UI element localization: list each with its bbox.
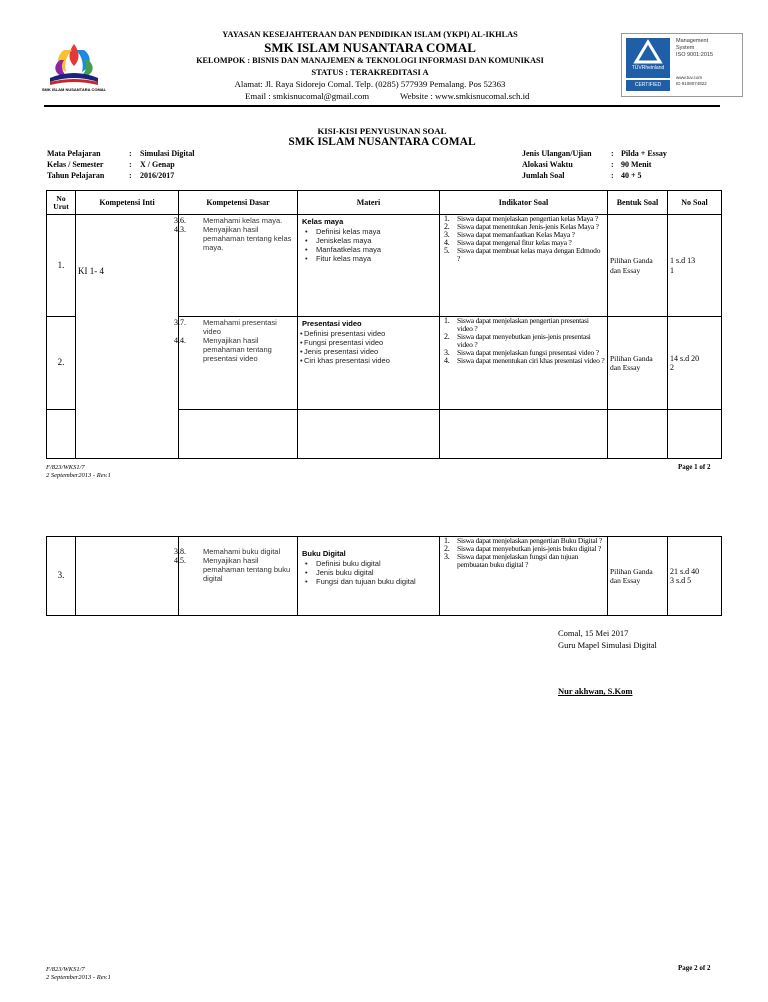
item-number: 1. [444, 316, 450, 325]
item-number: 3. [444, 347, 450, 357]
item-text: Siswa dapat membuat kelas maya dengan Edmodo ? [457, 245, 601, 263]
table-row [47, 537, 722, 616]
nosoal-cell [668, 215, 722, 317]
page-number: Page 1 of 2 [678, 463, 711, 471]
col-header-kd: Kompetensi Dasar [179, 191, 298, 215]
ki-cell [76, 215, 179, 459]
kd-item [174, 556, 295, 583]
indikator-list [442, 215, 605, 262]
row-number: 3. [47, 537, 76, 616]
tuv-url: www.tuv.com [676, 75, 703, 80]
kd-text: Memahami kelas maya. [203, 216, 283, 225]
footer-date: 2 September2013 - Rev.1 [46, 472, 111, 479]
item-number: 3. [444, 551, 450, 561]
meta-label: Jenis Ulangan/Ujian [522, 149, 592, 158]
school-logo [38, 38, 110, 96]
meta-value: Simulasi Digital [140, 149, 195, 158]
item-number: 4. [444, 355, 450, 365]
row-number: 1. [47, 215, 76, 317]
kisi-kisi-table [46, 190, 722, 459]
item-number: 2. [444, 543, 450, 553]
kisi-kisi-table-continued [46, 536, 722, 616]
nosoal-essay: 2 [670, 363, 674, 372]
item-text: Siswa dapat menentukan Jenis-jenis Kelas Maya ? [457, 221, 599, 231]
kd-cell [174, 317, 298, 410]
meta-label: Tahun Pelajaran [47, 171, 105, 180]
indikator-cell [440, 215, 608, 317]
col-header-nosoal: No Soal [668, 191, 722, 215]
list-item: • Definisi presentasi video [300, 329, 437, 338]
signature-role: Guru Mapel Simulasi Digital [558, 640, 657, 650]
item-number: 2. [444, 331, 450, 341]
materi-list [300, 227, 437, 264]
iso-line: ISO 9001:2015 [676, 52, 714, 58]
meta-label: Jumlah Soal [522, 171, 565, 180]
col-header-materi: Materi [298, 191, 440, 215]
nosoal-range: 1 s.d 13 [670, 256, 696, 265]
col-header-no: No Urut [47, 191, 76, 215]
kd-text: Menyajikan hasil pemahaman tentang kelas maya. [203, 225, 292, 252]
list-item: • Ciri khas presentasi video [300, 356, 437, 365]
kd-item [174, 318, 295, 336]
materi-cell [298, 317, 440, 410]
nosoal-essay: 1 [670, 265, 674, 275]
footer-code: F/823/WKS1/7 [46, 966, 85, 973]
kd-item [174, 547, 295, 556]
school-name: SMK ISLAM NUSANTARA COMAL [264, 40, 476, 55]
item-number: 3. [444, 229, 450, 239]
kd-item [174, 216, 295, 225]
col-header-ki: Kompetensi Inti [76, 191, 179, 215]
meta-label: Alokasi Waktu [522, 160, 573, 169]
kd-number: 3.6. [174, 216, 186, 225]
col-header-bentuk: Bentuk Soal [608, 191, 668, 215]
materi-list [300, 329, 437, 366]
materi-title: Buku Digital [302, 549, 346, 558]
tuv-logo [626, 38, 670, 78]
kd-number: 3.8. [174, 547, 186, 556]
meta-value: 90 Menit [621, 160, 652, 169]
signature-place-date: Comal, 15 Mei 2017 [558, 628, 629, 638]
kd-number: 4.5. [174, 556, 186, 565]
list-item: • Definisi buku digital [300, 559, 437, 568]
iso-certificate-badge [621, 33, 743, 97]
tuv-id [676, 75, 707, 87]
kd-item [174, 225, 295, 252]
bentuk-cell: Pilihan Ganda dan Essay [608, 215, 668, 317]
row-number: 2. [47, 317, 76, 410]
kd-number: 4.3. [174, 225, 186, 234]
school-email: Email : smkisnucomal@gmail.com [245, 91, 370, 101]
meta-sep: : [611, 149, 614, 158]
kd-number: 4.4. [174, 336, 186, 345]
meta-value: Pilda + Essay [621, 149, 667, 158]
nosoal-range: 14 s.d 20 [670, 353, 700, 363]
meta-value: X / Genap [140, 160, 175, 169]
list-item: • Definisi kelas maya [300, 227, 437, 236]
indikator-cell [440, 537, 608, 616]
item-text: Siswa dapat menjelaskan fungsi dan tujuan pembuatan buku digital ? [457, 551, 579, 569]
list-item [442, 553, 605, 569]
table-header-row [47, 191, 722, 215]
ki-value: KI 1- 4 [78, 266, 104, 276]
signature-name: Nur akhwan, S.Kom [558, 686, 633, 696]
kd-text: Menyajikan hasil pemahaman tentang buku digital [203, 556, 291, 583]
list-item: • Fitur kelas maya [300, 254, 437, 263]
item-text: Siswa dapat menjelaskan fungsi presentasi video ? [457, 347, 599, 357]
empty-cell [608, 410, 668, 459]
school-emblem-icon [38, 38, 110, 90]
empty-cell [668, 410, 722, 459]
empty-cell [440, 410, 608, 459]
list-item [442, 247, 605, 263]
page-number: Page 2 of 2 [678, 964, 711, 972]
logo-caption: SMK ISLAM NUSANTARA COMAL [41, 87, 107, 92]
kd-cell [174, 537, 298, 616]
bentuk-cell: Pilihan Ganda dan Essay [608, 537, 668, 616]
item-text: Siswa dapat menyebutkan jenis-jenis buku digital ? [457, 543, 602, 553]
list-item [442, 357, 605, 365]
list-item: • Manfaatkelas maya [300, 245, 437, 254]
materi-title: Presentasi video [302, 319, 362, 328]
item-number: 5. [444, 245, 450, 255]
list-item: • Jenis presentasi video [300, 347, 437, 356]
item-text: Siswa dapat mengenal fitur kelas maya ? [457, 237, 572, 247]
document-subtitle: SMK ISLAM NUSANTARA COMAL [288, 136, 476, 148]
list-item [442, 317, 605, 333]
indikator-list [442, 317, 605, 364]
document-title: KISI-KISI PENYUSUNAN SOAL [317, 126, 447, 136]
iso-line: System [676, 45, 695, 51]
item-text: Siswa dapat menyebutkan jenis-jenis presentasi video ? [457, 331, 591, 349]
empty-cell [47, 410, 76, 459]
kd-cell [174, 215, 298, 317]
meta-sep: : [611, 160, 614, 169]
meta-value: 2016/2017 [140, 171, 175, 180]
bentuk-cell: Pilihan Ganda dan Essay [608, 317, 668, 410]
table-row [47, 215, 722, 317]
list-item: • Fungsi dan tujuan buku digital [300, 577, 437, 586]
kd-item [174, 336, 295, 363]
foundation-name: YAYASAN KESEJAHTERAAN DAN PENDIDIKAN ISLAM (YKPI) AL-IKHLAS [222, 30, 518, 39]
iso-line: Management [676, 38, 709, 44]
item-text: Siswa dapat menjelaskan pengertian presentasi video ? [457, 316, 589, 333]
item-number: 1. [444, 214, 450, 223]
department-group: KELOMPOK : BISNIS DAN MANAJEMEN & TEKNOLOGI INFORMASI DAN KOMUNIKASI [196, 56, 544, 65]
item-text: Siswa dapat menjelaskan pengertian kelas Maya ? [457, 214, 598, 223]
letterhead-divider [44, 105, 720, 107]
kd-text: Menyajikan hasil pemahaman tentang presentasi video [203, 336, 272, 363]
indikator-list [442, 537, 605, 569]
item-number: 1. [444, 536, 450, 545]
nosoal-range: 21 s.d 40 [670, 566, 700, 576]
item-text: Siswa dapat menjelaskan pengertian Buku Digital ? [457, 536, 603, 545]
tuv-triangle-icon [626, 38, 670, 66]
empty-cell [298, 410, 440, 459]
tuv-brand: TÜVRheinland [631, 65, 665, 71]
ki-cell [76, 537, 179, 616]
list-item [442, 333, 605, 349]
kd-text: Memahami presentasi video [203, 318, 277, 336]
school-website: Website : www.smkisnucomal.sch.id [400, 91, 530, 101]
tuv-certified-label: CERTIFIED [626, 80, 670, 91]
tuv-id-number: ID 9108074822 [676, 81, 707, 86]
materi-list [300, 559, 437, 587]
empty-cell [179, 410, 298, 459]
meta-sep: : [611, 171, 614, 180]
kd-number: 3.7. [174, 318, 186, 327]
meta-label: Mata Pelajaran [47, 149, 101, 158]
item-text: Siswa dapat memanfaatkan Kelas Maya ? [457, 229, 575, 239]
materi-cell [298, 537, 440, 616]
nosoal-cell [668, 317, 722, 410]
indikator-cell [440, 317, 608, 410]
list-item: • Jeniskelas maya [300, 236, 437, 245]
iso-text [676, 38, 713, 59]
kd-text: Memahami buku digital [203, 547, 281, 556]
nosoal-essay: 3 s.d 5 [670, 576, 692, 585]
footer-code: F/823/WKS1/7 [46, 464, 85, 471]
meta-label: Kelas / Semester [47, 160, 104, 169]
school-address: Alamat: Jl. Raya Sidorejo Comal. Telp. (0285) 577939 Pemalang. Pos 52363 [234, 79, 506, 89]
meta-sep: : [129, 160, 132, 169]
item-text: Siswa dapat menentukan ciri khas presentasi video ? [457, 355, 605, 365]
nosoal-cell [668, 537, 722, 616]
item-number: 4. [444, 237, 450, 247]
materi-cell [298, 215, 440, 317]
item-number: 2. [444, 221, 450, 231]
list-item: • Jenis buku digital [300, 568, 437, 577]
accreditation-status: STATUS : TERAKREDITASI A [311, 67, 429, 77]
meta-sep: : [129, 149, 132, 158]
list-item: • Fungsi presentasi video [300, 338, 437, 347]
materi-title: Kelas maya [302, 217, 344, 226]
meta-value: 40 + 5 [621, 171, 642, 180]
meta-sep: : [129, 171, 132, 180]
footer-date: 2 September2013 - Rev.1 [46, 974, 111, 981]
col-header-indikator: Indikator Soal [440, 191, 608, 215]
